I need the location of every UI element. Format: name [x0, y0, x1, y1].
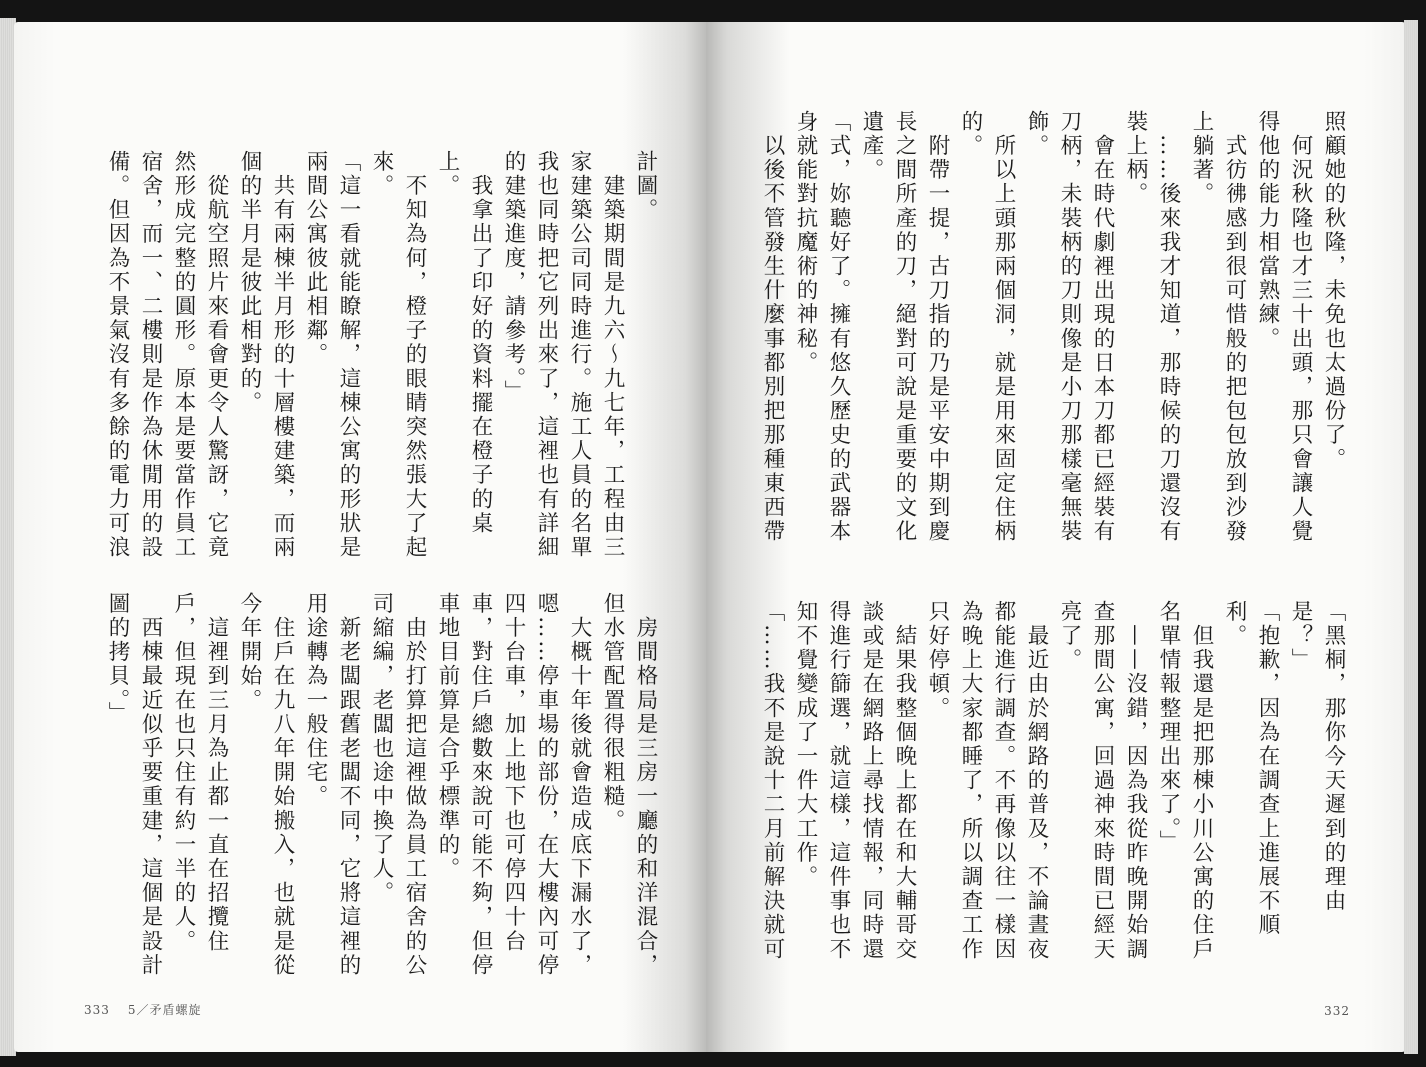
right-page-footer [1324, 1004, 1350, 1018]
right-page [706, 22, 1406, 1052]
running-title: 5／矛盾螺旋 [127, 1003, 202, 1017]
left-page [14, 22, 706, 1052]
right-page-top-text: 照顧她的秋隆，未免也太過份了。 何況秋隆也才三十出頭，那只會讓人覺得他的能力相當熟練。 式彷彿感到很可惜般的把包包放到沙發上躺著。 ……後來我才知道，那時候的刀還沒有裝上柄。 會在時代劇裡出現的日本刀都已經裝有刀柄，未裝柄的刀則像是小刀那樣毫無裝飾。 所以上頭那兩個洞，就是用來固定住柄的。 附帶一提，古刀指的乃是平安中期到慶長之間所產的刀，絕對可說是重要的文化遺產。 「式，妳聽好了。擁有悠久歷史的武器本身就能對抗魔術的神秘。 以後不管發生什麼事都別把那種東西帶 [760, 110, 1346, 544]
left-page-bottom-text: 房間格局是三房一廳的和洋混合，但水管配置得很粗糙。 大概十年後就會造成底下漏水了，嗯……停車場的部份，在大樓內可停四十台車，加上地下也可停四十台車，對住戶總數來說可能不夠，但停車地目前算是合乎標準的。 由於打算把這裡做為員工宿舍的公司縮編，老闆也途中換了人。 新老闆跟舊老闆不同，它將這裡的用途轉為一般住宅。 住戶在九八年開始搬入，也就是從今年開始。 這裡到三月為止都一直在招攬住戶，但現在也只住有約一半的人。 西棟最近似乎要重建，這個是設計圖的拷貝。」 [105, 592, 658, 978]
left-page-number: 333 [84, 1003, 110, 1017]
right-page-bottom-text: 「黑桐，那你今天遲到的理由是？」 「抱歉，因為在調查上進展不順利。 但我還是把那棟小川公寓的住戶名單情報整理出來了。」 ——沒錯，因為我從昨晚開始調查那間公寓，回過神來時間已經天亮了。 最近由於網路的普及，不論晝夜都能進行調查。不再像以往一樣因為晚上大家都睡了，所以調查工作只好停頓。 結果我整個晚上都在和大輔哥交談或是在網路上尋找情報，同時還得進行篩選，就這樣，這件事也不知不覺變成了一件大工作。 「……我不是說十二月前解決就可 [760, 600, 1346, 962]
page-edge-right [1404, 20, 1418, 1054]
left-page-top-text: 計圖。 建築期間是九六～九七年，工程由三家建築公司同時進行。施工人員的名單我也同時把它列出來了，這裡也有詳細的建築進度，請參考。」 我拿出了印好的資料擺在橙子的桌上。 不知為何，橙子的眼睛突然張大了起來。 「這一看就能瞭解，這棟公寓的形狀是兩間公寓彼此相鄰。 共有兩棟半月形的十層樓建築，而兩個的半月是彼此相對的。 從航空照片來看會更令人驚訝，它竟然形成完整的圓形。原本是要當作員工宿舍，而一、二樓則是作為休閒用的設備。但因為不景氣沒有多餘的電力可浪 [105, 150, 658, 560]
right-page-number: 332 [1324, 1004, 1350, 1018]
left-page-footer [84, 1001, 202, 1018]
